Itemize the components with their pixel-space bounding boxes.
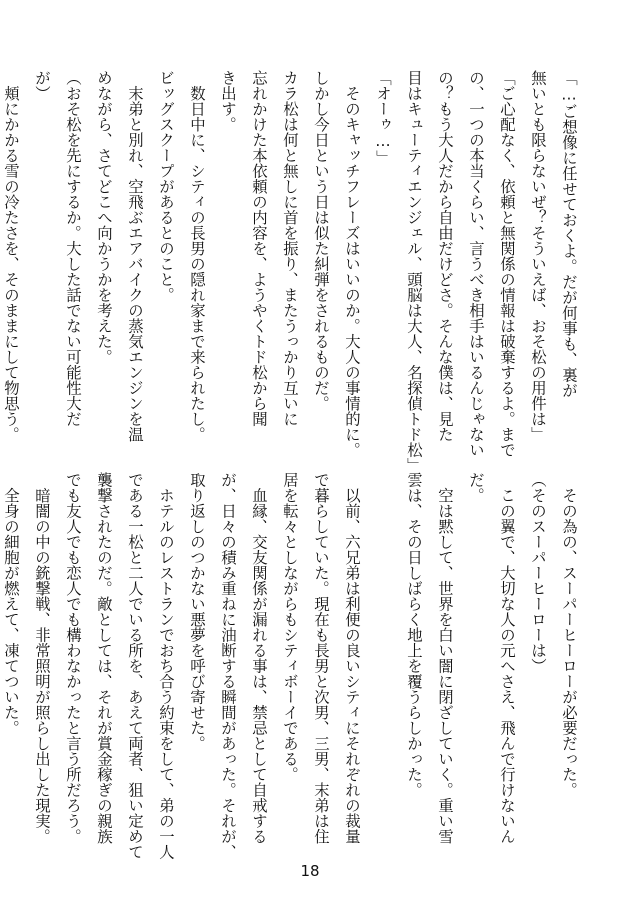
text-column: で暮らしていた。現在も長男と次男、三男、末弟は住	[312, 472, 330, 844]
text-column: 無いとも限らないぜ？そういえば、おそ松の用件は」	[529, 70, 547, 442]
text-column: 全身の細胞が燃えて、凍てついた。	[2, 472, 20, 736]
text-column: めながら、さてどこへ向かうかを考えた。	[95, 70, 113, 365]
text-column: 「ご心配なく、依頼と無関係の情報は破棄するよ。まで	[498, 70, 516, 458]
text-column: 空は黙して、世界を白い闇に閉ざしていく。重い雪	[436, 472, 454, 844]
text-column: 襲撃されたのだ。敵としては、それが賞金稼ぎの親族	[95, 472, 113, 844]
text-column: き出す。	[219, 70, 237, 132]
text-column: しかし今日という日は似た糾弾をされるものだ。	[312, 70, 330, 411]
text-column: 血縁、交友関係が漏れる事は、禁忌として自戒する	[250, 472, 268, 844]
text-column: である一松と二人でいる所を、あえて両者、狙い定めて	[126, 472, 144, 860]
text-column: （おそ松を先にするか。大した話でない可能性大だ	[64, 70, 82, 427]
text-column: が、日々の積み重ねに油断する瞬間があった。それが、	[219, 472, 237, 860]
text-column: の、一つの本当くらい、言うべき相手はいるんじゃない	[467, 70, 485, 458]
page-number: 18	[300, 862, 320, 880]
text-column: 頬にかかる雪の冷たさを、そのままにして物思う。	[2, 70, 20, 442]
text-column: 「…ご想像に任せておくよ。だが何事も、裏が	[560, 70, 578, 399]
text-column: 居を転々としながらもシティボーイである。	[281, 472, 299, 782]
text-column: 雲は、その日しばらく地上を覆うらしかった。	[405, 472, 423, 798]
text-column: その為の、スーパーヒーローが必要だった。	[560, 472, 578, 798]
text-column: 末弟と別れ、空飛ぶエアバイクの蒸気エンジンを温	[126, 70, 144, 442]
text-column: この翼で、大切な人の元へさえ、飛んで行けないん	[498, 472, 516, 844]
text-column: 数日中に、シティの長男の隠れ家まで来られたし。	[188, 70, 206, 442]
text-column: そのキャッチフレーズはいいのか。大人の事情的に。	[343, 70, 361, 458]
text-column: ビッグスクープがあるとのこと。	[157, 70, 175, 303]
text-column: カラ松は何と無しに首を振り、またうっかり互いに	[281, 70, 299, 427]
text-column: 暗闇の中の銃撃戦、非常照明が照らし出した現実。	[33, 472, 51, 844]
text-column: （そのスーパーヒーローは）	[529, 472, 547, 674]
text-column: 取り返しのつかない悪夢を呼び寄せた。	[188, 472, 206, 751]
lower-text-block	[2, 472, 584, 860]
text-column: 以前、六兄弟は利便の良いシティにそれぞれの裁量	[343, 472, 361, 844]
text-column: だ。	[467, 472, 485, 503]
text-column: の？もう大人だから自由だけどさ。そんな僕は、見た	[436, 70, 454, 442]
text-column: 「オーゥ…」	[374, 70, 392, 166]
text-column: でも友人でも恋人でも構わなかったと言う所だろう。	[64, 472, 82, 844]
upper-text-block	[2, 70, 584, 473]
text-column: が）	[33, 70, 51, 101]
text-column: 忘れかけた本依頼の内容を、ようやくトド松から聞	[250, 70, 268, 427]
text-column: ホテルのレストランでおち合う約束をして、弟の一人	[157, 472, 175, 860]
text-column: 目はキューティエンジェル、頭脳は大人、名探偵トド松」	[405, 70, 423, 473]
